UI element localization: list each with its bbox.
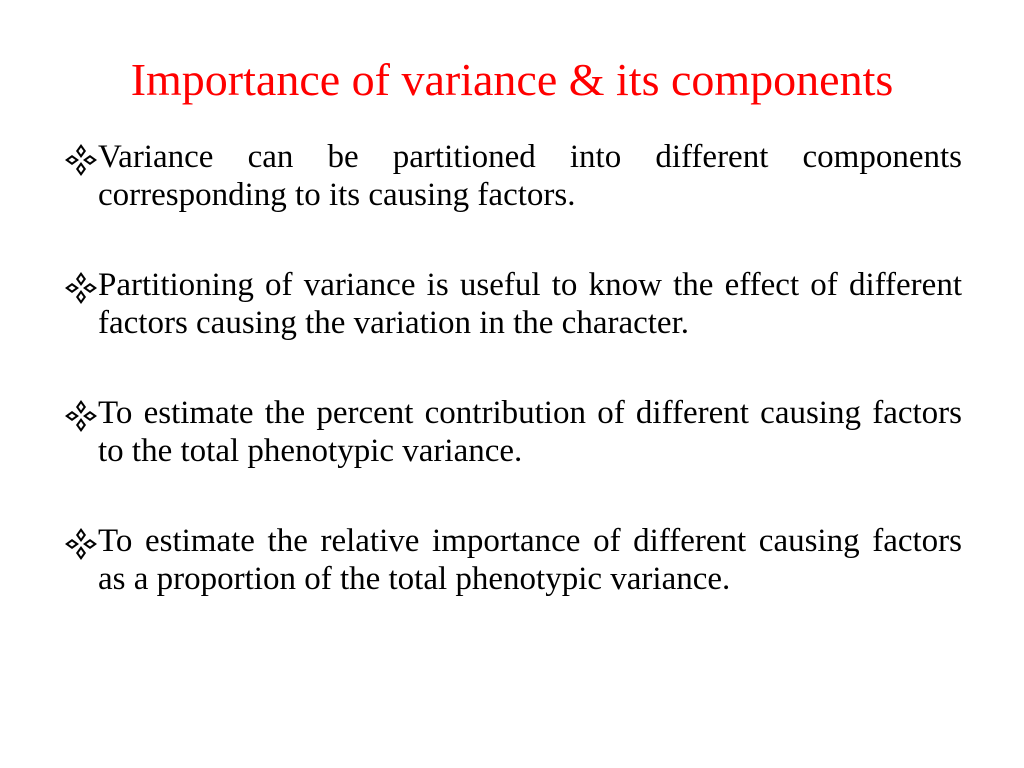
bullet-text: To estimate the percent contribution of different causing factors to the total phenotypic variance. bbox=[98, 395, 962, 469]
bullet-item bbox=[62, 522, 962, 598]
slide-title: Importance of variance & its components bbox=[130, 54, 894, 105]
bullet-item bbox=[62, 138, 962, 214]
diamond-flower-bullet-icon bbox=[62, 397, 100, 435]
diamond-flower-bullet-icon bbox=[62, 269, 100, 307]
bullet-text: To estimate the relative importance of different causing factors as a proportion of the total phenotypic variance. bbox=[98, 523, 962, 597]
bullet-item bbox=[62, 394, 962, 470]
bullet-item bbox=[62, 266, 962, 342]
bullet-list bbox=[62, 138, 962, 650]
diamond-flower-bullet-icon bbox=[62, 141, 100, 179]
diamond-flower-bullet-icon bbox=[62, 525, 100, 563]
bullet-text: Partitioning of variance is useful to know the effect of different factors causing the variation in the character. bbox=[98, 267, 962, 341]
bullet-text: Variance can be partitioned into different components corresponding to its causing factors. bbox=[98, 139, 962, 213]
